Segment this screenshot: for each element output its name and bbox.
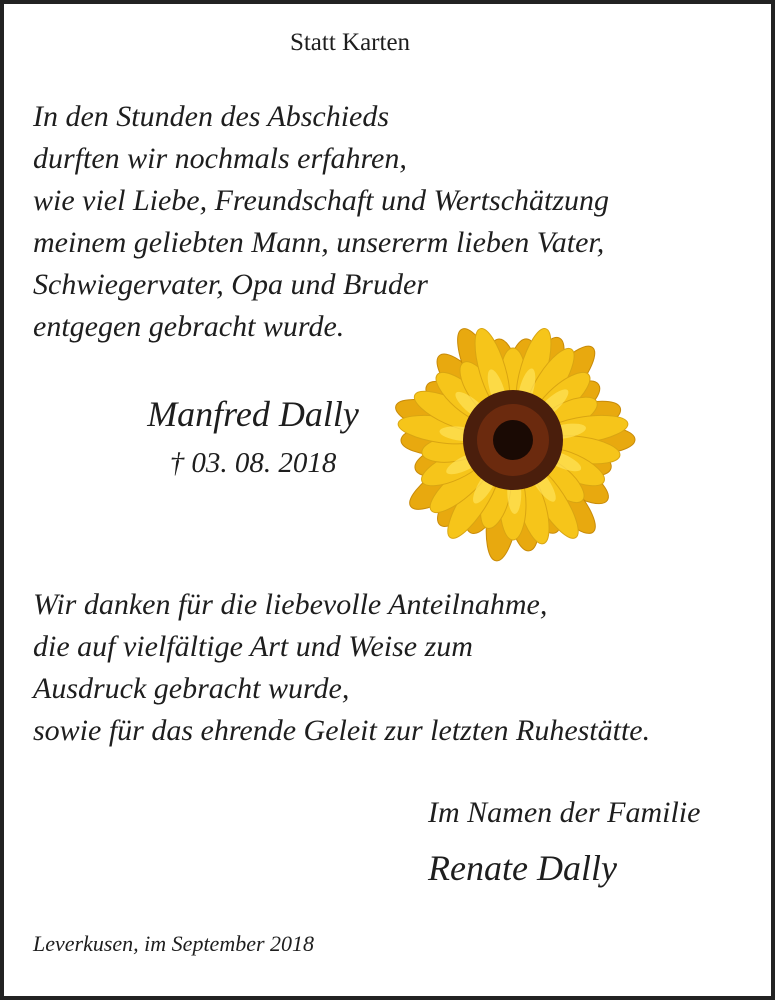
thanks-line: die auf vielfältige Art und Weise zum [33, 630, 473, 663]
intro-line: wie viel Liebe, Freundschaft und Wertschätzung [33, 184, 610, 217]
intro-line: durften wir nochmals erfahren, [33, 142, 407, 175]
signature-line: Im Namen der Familie [428, 796, 701, 829]
sunflower-icon [388, 322, 638, 567]
sunflower-disc-center [493, 420, 533, 460]
intro-line: entgegen gebracht wurde. [33, 310, 345, 343]
thanks-line: sowie für das ehrende Geleit zur letzten Ruhestätte. [33, 714, 651, 747]
place-and-date: Leverkusen, im September 2018 [33, 931, 315, 956]
header-statt-karten: Statt Karten [289, 29, 411, 56]
thanks-line: Ausdruck gebracht wurde, [33, 672, 350, 705]
intro-line: In den Stunden des Abschieds [33, 100, 390, 133]
deceased-name: Manfred Dally [147, 394, 359, 434]
intro-line: Schwiegervater, Opa und Bruder [33, 268, 428, 301]
thanks-line: Wir danken für die liebevolle Anteilnahme, [33, 588, 548, 621]
intro-paragraph [33, 96, 609, 348]
signature-name: Renate Dally [428, 848, 617, 888]
intro-line: meinem geliebten Mann, unsererm lieben Vater, [33, 226, 605, 259]
death-date: † 03. 08. 2018 [169, 447, 337, 479]
thanks-paragraph [33, 584, 650, 752]
